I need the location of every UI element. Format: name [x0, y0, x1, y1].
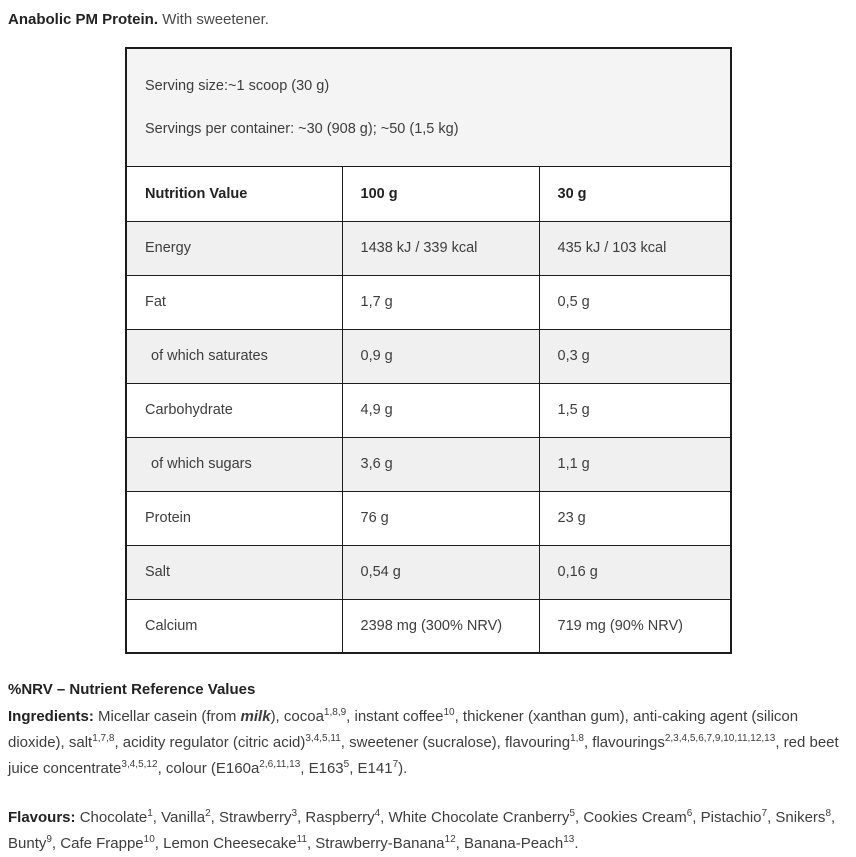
row-label: of which saturates: [126, 329, 342, 383]
table-row: [126, 491, 731, 545]
value-100g: 4,9 g: [342, 383, 539, 437]
value-30g: 435 kJ / 103 kcal: [539, 221, 731, 275]
footnote-superscript: 12: [444, 834, 456, 845]
footnote-superscript: 4: [374, 808, 381, 819]
footnote-superscript: 7: [761, 808, 768, 819]
table-row: [126, 599, 731, 653]
value-30g: 0,16 g: [539, 545, 731, 599]
value-30g: 1,1 g: [539, 437, 731, 491]
footnote-superscript: 8: [825, 808, 831, 819]
footnote-superscript: 9: [46, 834, 52, 845]
value-100g: 0,9 g: [342, 329, 539, 383]
header-nutrition-value: Nutrition Value: [126, 166, 342, 221]
footnote-superscript: 7: [392, 759, 399, 770]
value-30g: 0,3 g: [539, 329, 731, 383]
footnote-superscript: 3: [291, 808, 298, 819]
value-100g: 1438 kJ / 339 kcal: [342, 221, 539, 275]
value-100g: 0,54 g: [342, 545, 539, 599]
footnote-superscript: 2,3,4,5,6,7,9,10,11,12,13: [664, 733, 776, 744]
value-30g: 23 g: [539, 491, 731, 545]
value-100g: 76 g: [342, 491, 539, 545]
row-label: Protein: [126, 491, 342, 545]
flavour-item: Lemon Cheesecake$^{11}$: [163, 834, 307, 852]
flavour-item: Banana-Peach$^{13}$: [463, 834, 575, 852]
value-30g: 0,5 g: [539, 275, 731, 329]
footnote-superscript: 10: [143, 834, 155, 845]
ingredients-label: Ingredients:: [8, 708, 94, 725]
footnote-superscript: 10: [443, 707, 455, 718]
nrv-note: %NRV – Nutrient Reference Values: [8, 681, 256, 698]
value-100g: 1,7 g: [342, 275, 539, 329]
footnote-superscript: 1,8: [570, 733, 584, 744]
header-30g: 30 g: [539, 166, 731, 221]
flavour-item: Strawberry$^3$: [218, 808, 298, 826]
row-label: Energy: [126, 221, 342, 275]
footnote-superscript: 11: [296, 834, 307, 845]
flavours-paragraph: Flavours: Chocolate$^1$, Vanilla$^2$, Strawberry$^3$, Raspberry$^4$, White Chocolate Cranberry$^5$, Cookies Cream$^6$, Pistachio$^7$, Snikers$^8$, Bunty$^9$, Cafe Frappe$^{10}$, Lemon Cheesecake$^{11}$, Strawberry-Banana$^{12}$, Banana-Peach$^{13}$.: [8, 808, 836, 852]
serving-size-box: [126, 48, 731, 166]
footnote-superscript: 2: [205, 808, 211, 819]
header-100g: 100 g: [342, 166, 539, 221]
serving-info-row: [126, 48, 731, 166]
flavour-item: Bunty$^9$: [8, 834, 52, 852]
table-row: [126, 383, 731, 437]
footnote-superscript: 5: [343, 759, 350, 770]
flavour-item: White Chocolate Cranberry$^5$: [388, 808, 575, 826]
page-title: [8, 10, 848, 30]
row-label: Fat: [126, 275, 342, 329]
serving-size-line: Serving size:~1 scoop (30 g): [145, 77, 330, 94]
row-label: Carbohydrate: [126, 383, 342, 437]
value-30g: 1,5 g: [539, 383, 731, 437]
table-header-row: [126, 166, 731, 221]
footnote-superscript: 6: [686, 808, 693, 819]
footnote-superscript: 1,7,8: [92, 733, 115, 744]
product-name: Anabolic PM Protein.: [8, 11, 159, 28]
value-100g: 3,6 g: [342, 437, 539, 491]
table-row: [126, 545, 731, 599]
row-label: of which sugars: [126, 437, 342, 491]
footnote-superscript: 2,6,11,13: [259, 759, 301, 770]
nutrition-info-page: [8, 10, 848, 857]
ingredients-paragraph: Ingredients: Micellar casein (from milk), cocoa$^{1,8,9}$, instant coffee$^{10}$, thickener (xanthan gum), anti-caking agent (silicon dioxide), salt$^{1,7,8}$, acidity regulator (citric acid)$^{3,4,5,11}$, sweetener (sucralose), flavouring$^{1,8}$, flavourings$^{2,3,4,5,6,7,9,10,11,12,13}$, red beet juice concentrate$^{3,4,5,12}$, colour ($E160a^{2,6,11,13}$, $E163^5$, $E141^7$).: [8, 707, 839, 777]
product-subtitle: With sweetener.: [162, 11, 269, 28]
nutrition-table-body: [126, 48, 731, 653]
flavour-item: Raspberry$^4$: [305, 808, 381, 826]
table-row: [126, 221, 731, 275]
value-30g: 719 mg (90% NRV): [539, 599, 731, 653]
flavour-item: Strawberry-Banana$^{12}$: [315, 834, 456, 852]
row-label: Salt: [126, 545, 342, 599]
footnote-superscript: 1,8,9: [323, 707, 347, 718]
flavour-item: Vanilla$^2$: [161, 808, 211, 826]
footnote-superscript: 1: [147, 808, 153, 819]
table-row: [126, 437, 731, 491]
flavour-item: Snikers$^8$: [775, 808, 831, 826]
footnote-superscript: 13: [563, 834, 575, 845]
flavour-item: Cookies Cream$^6$: [583, 808, 693, 826]
footnote-superscript: 5: [569, 808, 575, 819]
footnote-superscript: 3,4,5,11: [305, 733, 341, 744]
flavour-item: Cafe Frappe$^{10}$: [60, 834, 155, 852]
flavour-item: Chocolate$^1$: [79, 808, 153, 826]
nutrition-table: [125, 47, 732, 654]
flavour-item: Pistachio$^7$: [700, 808, 768, 826]
footnote-superscript: 3,4,5,12: [121, 759, 158, 770]
value-100g: 2398 mg (300% NRV): [342, 599, 539, 653]
flavours-label: Flavours:: [8, 809, 76, 826]
table-row: [126, 329, 731, 383]
row-label: Calcium: [126, 599, 342, 653]
table-row: [126, 275, 731, 329]
servings-per-container-line: Servings per container: ~30 (908 g); ~50 (1,5 kg): [145, 120, 459, 137]
allergen-emphasis: milk: [240, 708, 271, 725]
